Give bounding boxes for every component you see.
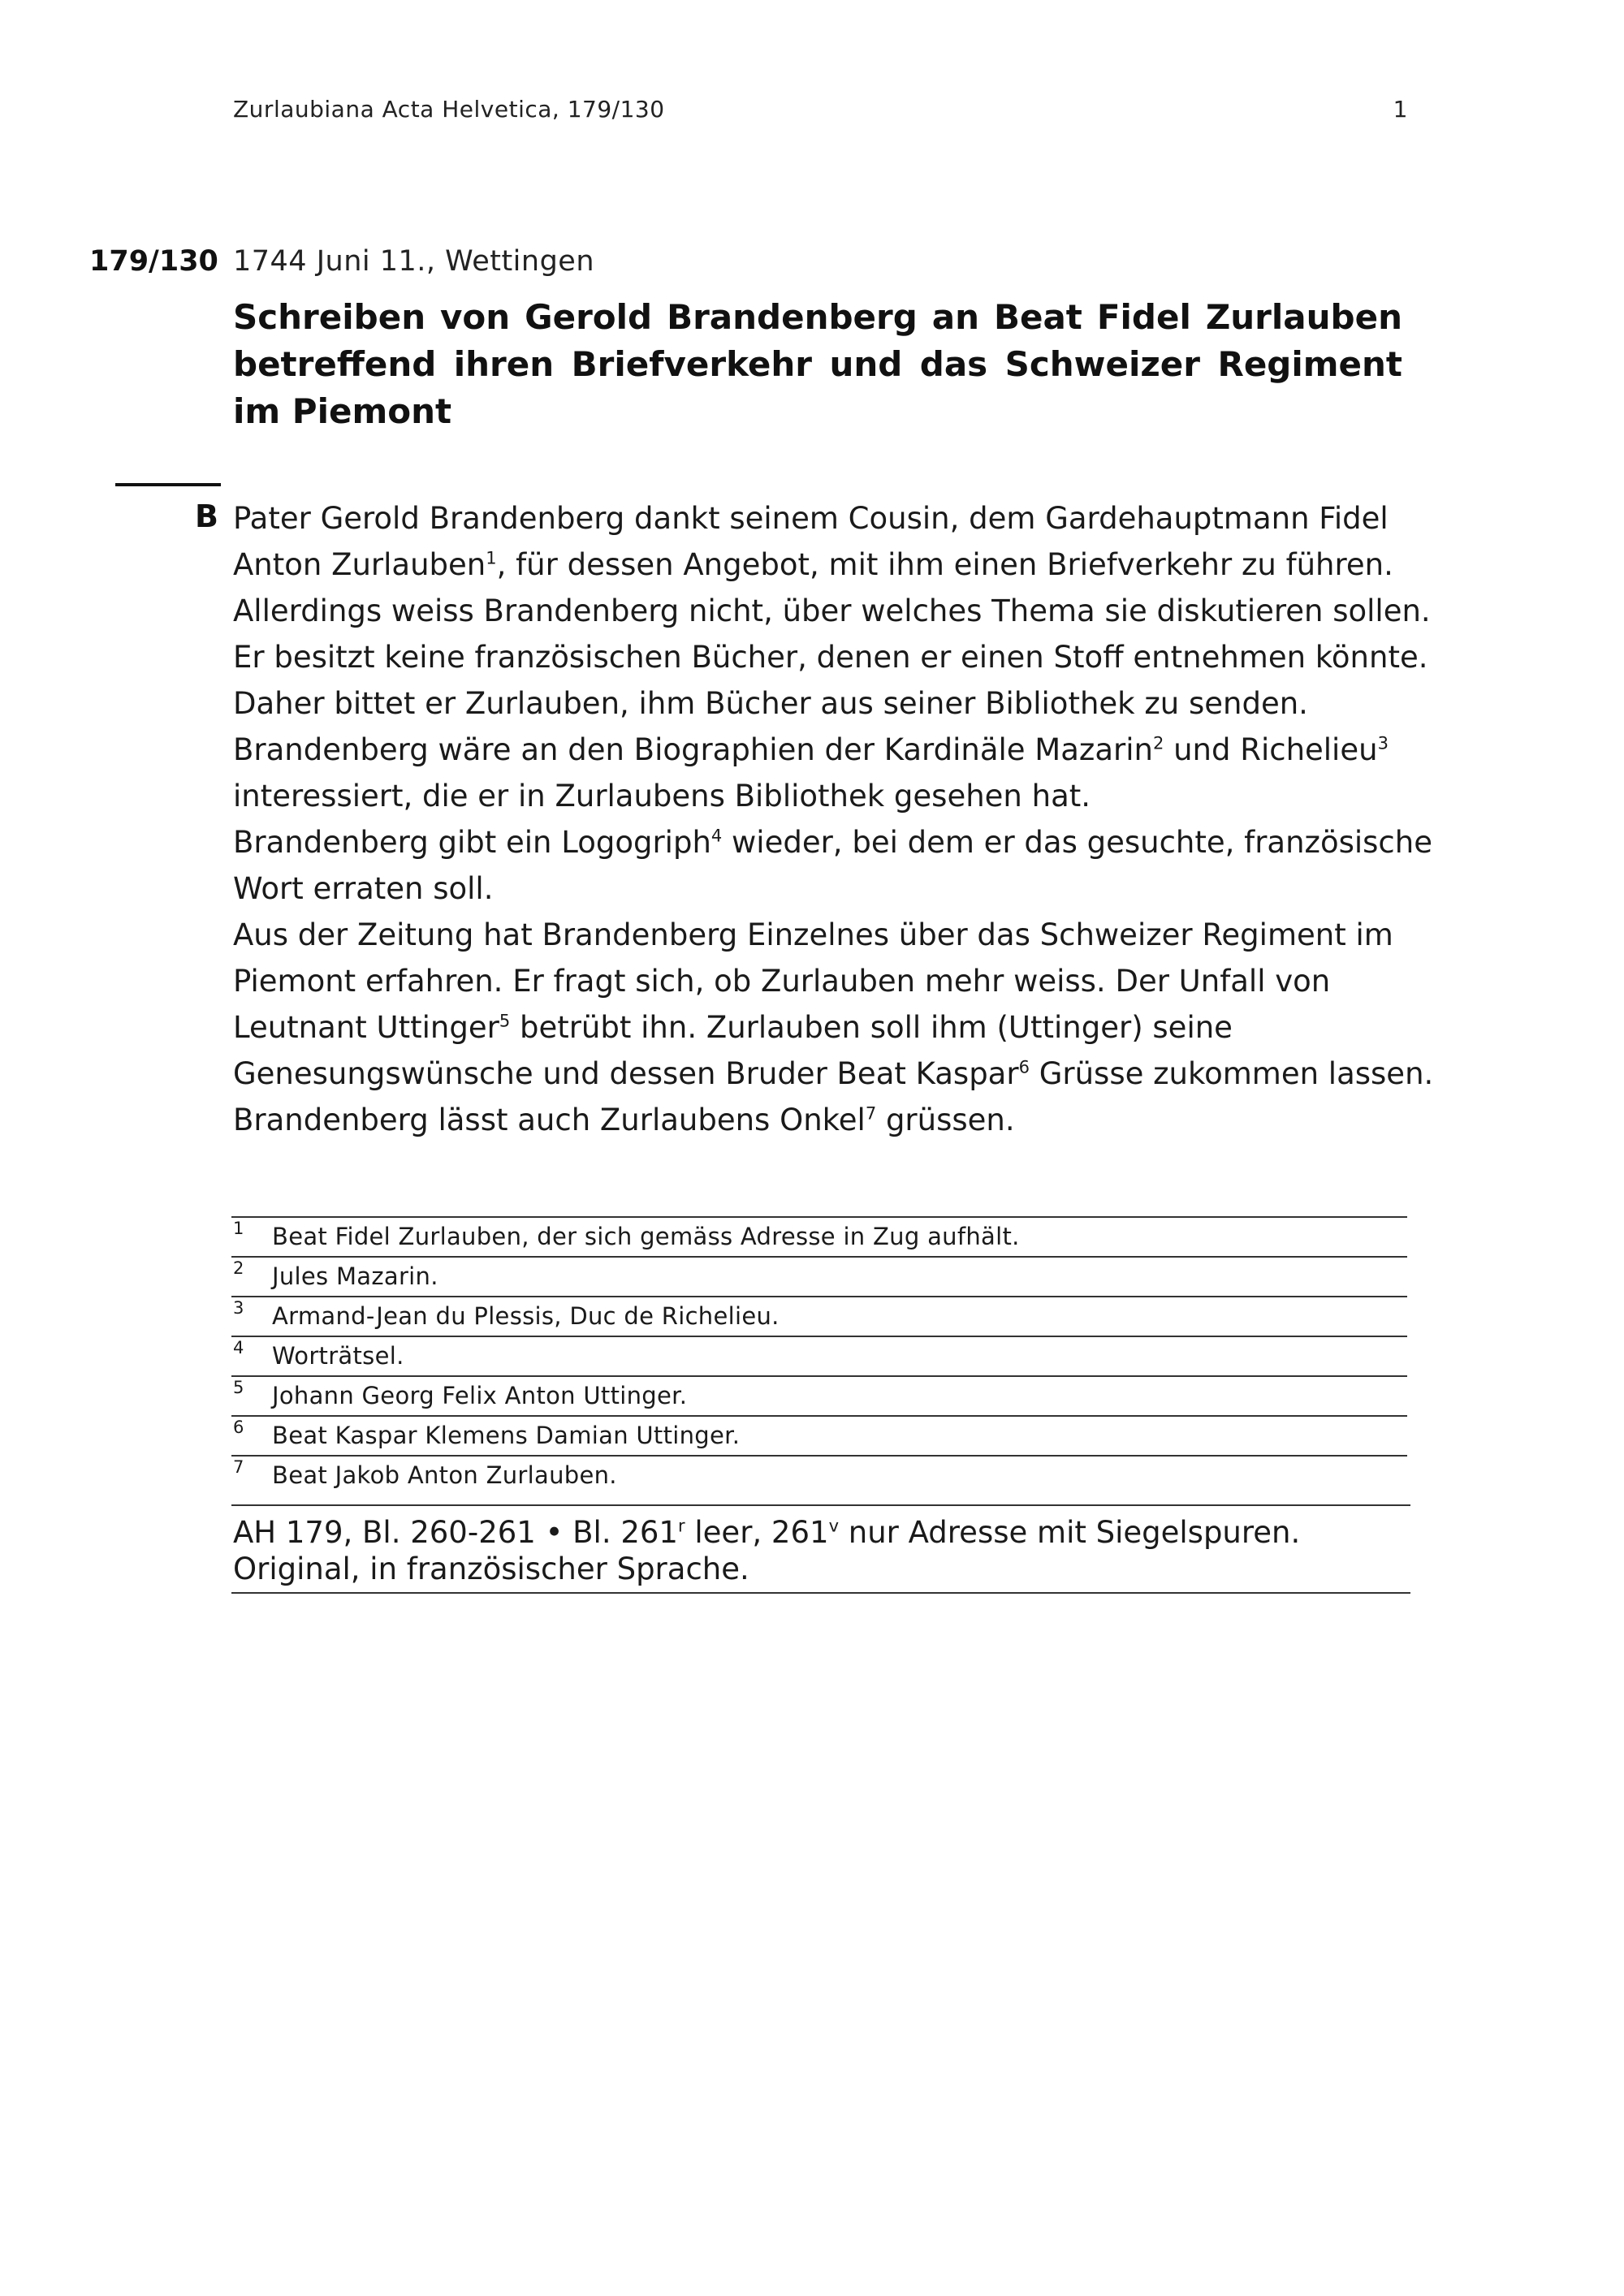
text-run: leer, 261 [685,1515,829,1550]
margin-letter: B [195,498,218,534]
source-line [233,1551,1409,1587]
summary-line [233,958,1419,1004]
footnote [231,1336,1407,1375]
text-run: Er besitzt keine französischen Bücher, denen er einen Stoff entnehmen könnte. [233,640,1428,675]
footnote-mark: 2 [233,1258,244,1278]
footnote [231,1375,1407,1415]
text-run: Anton Zurlauben [233,547,486,582]
text-run: Brandenberg wäre an den Biographien der Kardinäle Mazarin [233,732,1153,767]
superscript-mark: 3 [1377,733,1389,753]
footnote-mark: 7 [233,1457,244,1477]
text-run: interessiert, die er in Zurlaubens Bibliothek gesehen hat. [233,779,1091,814]
text-run: , für dessen Angebot, mit ihm einen Briefverkehr zu führen. [496,547,1393,582]
text-run: und Richelieu [1164,732,1378,767]
summary-line [233,773,1419,819]
summary-line [233,634,1428,680]
footnote-text: Worträtsel. [272,1342,404,1370]
margin-rule [115,483,221,486]
footnote [231,1296,1407,1336]
summary-line [233,1051,1434,1097]
text-run: wieder, bei dem er das gesuchte, französische [722,825,1432,860]
text-run: Allerdings weiss Brandenberg nicht, über welches Thema sie diskutieren sollen. [233,593,1431,628]
footnote-text: Armand-Jean du Plessis, Duc de Richelieu. [272,1302,780,1330]
summary-line [233,542,1419,588]
superscript-mark: 4 [710,826,723,846]
footnote-text: Beat Fidel Zurlauben, der sich gemäss Adresse in Zug aufhält. [272,1223,1020,1250]
footnote-mark: 5 [233,1378,244,1397]
footnote-mark: 6 [233,1418,244,1437]
source-line [233,1514,1409,1551]
superscript-mark: r [677,1516,685,1536]
text-run: Aus der Zeitung hat Brandenberg Einzelnes über das Schweizer Regiment im [233,917,1393,952]
text-run: Piemont erfahren. Er fragt sich, ob Zurlauben mehr weiss. Der Unfall von [233,964,1331,999]
summary-line [233,588,1431,634]
superscript-mark: 5 [499,1011,511,1031]
footnote-mark: 1 [233,1219,244,1238]
text-run: Leutnant Uttinger [233,1010,499,1045]
summary-text [233,495,1434,1143]
summary-line [233,819,1432,865]
running-head [233,96,1408,123]
superscript-mark: 2 [1152,733,1164,753]
footnote-text: Beat Jakob Anton Zurlauben. [272,1461,617,1489]
footnote [231,1455,1407,1495]
superscript-mark: v [828,1516,839,1536]
footnote-text: Johann Georg Felix Anton Uttinger. [272,1382,688,1409]
footnote-mark: 4 [233,1338,244,1357]
footnote [231,1256,1407,1296]
text-run: Wort erraten soll. [233,871,494,906]
footnote-mark: 3 [233,1298,244,1318]
text-run: Grüsse zukommen lassen. [1029,1056,1434,1091]
text-run: nur Adresse mit Siegelspuren. [839,1515,1301,1550]
summary-line [233,1097,1419,1143]
summary-line [233,727,1419,773]
text-run: Genesungswünsche und dessen Bruder Beat Kaspar [233,1056,1019,1091]
source-note [231,1504,1410,1594]
summary-line [233,680,1419,727]
footnote [231,1415,1407,1455]
text-run: grüssen. [876,1103,1015,1137]
text-run: betrübt ihn. Zurlauben soll ihm (Uttinger) seine [510,1010,1233,1045]
entry-title: Schreiben von Gerold Brandenberg an Beat Fidel Zurlauben betreffend ihren Briefverkehr und das Schweizer Regiment im Piemont [233,297,1402,431]
superscript-mark: 7 [865,1103,877,1124]
entry-id: 179/130 [89,245,218,278]
summary-line [233,495,1419,542]
footnote-text: Beat Kaspar Klemens Damian Uttinger. [272,1422,741,1449]
entry-date-place: 1744 Juni 11., Wettingen [233,245,595,278]
text-run: Brandenberg gibt ein Logogriph [233,825,711,860]
footnotes [231,1216,1407,1495]
page-number: 1 [1393,96,1408,123]
superscript-mark: 6 [1018,1057,1030,1077]
running-head-title: Zurlaubiana Acta Helvetica, 179/130 [233,96,665,123]
summary-line [233,865,1419,912]
text-run: Daher bittet er Zurlauben, ihm Bücher aus seiner Bibliothek zu senden. [233,686,1308,721]
text-run: Brandenberg lässt auch Zurlaubens Onkel [233,1103,866,1137]
summary-line [233,912,1419,958]
footnote [231,1216,1407,1256]
superscript-mark: 1 [486,548,497,568]
footnote-text: Jules Mazarin. [272,1262,438,1290]
summary-line [233,1004,1419,1051]
text-run: Pater Gerold Brandenberg dankt seinem Cousin, dem Gardehauptmann Fidel [233,501,1389,536]
text-run: Original, in französischer Sprache. [233,1552,749,1586]
text-run: AH 179, Bl. 260-261 • Bl. 261 [233,1515,678,1550]
